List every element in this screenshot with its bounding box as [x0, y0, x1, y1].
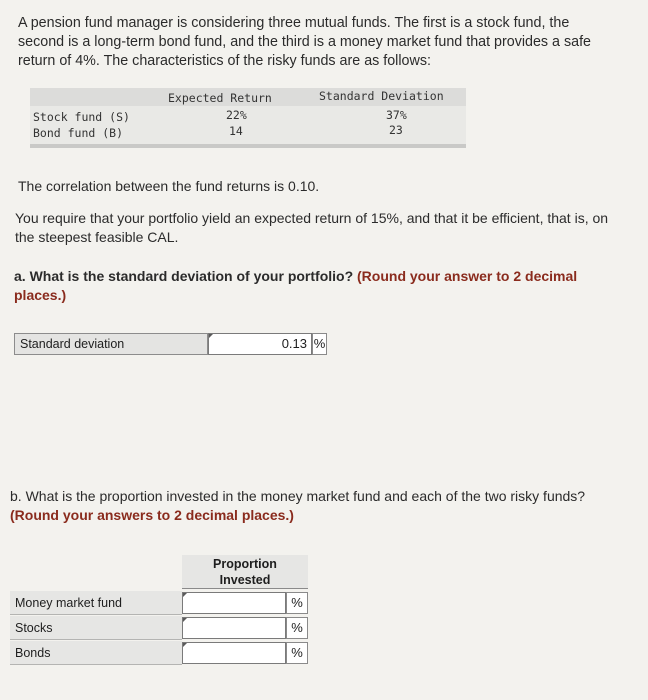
- col-header-expected-return: Expected Return: [168, 91, 272, 105]
- proportion-table: [10, 555, 308, 665]
- money-market-unit: %: [286, 592, 308, 614]
- question-b-round-note: (Round your answers to 2 decimal places.): [10, 507, 294, 523]
- requirement-text: You require that your portfolio yield an expected return of 15%, and that it be efficient, that is, on the steepest feasible CAL.: [15, 210, 609, 245]
- question-a: [14, 267, 629, 305]
- bonds-unit: %: [286, 642, 308, 664]
- proportion-invested-header: Proportion Invested: [182, 555, 308, 589]
- money-market-proportion-input[interactable]: [182, 592, 286, 614]
- correlation-text: The correlation between the fund returns is 0.10.: [18, 178, 320, 194]
- stock-expected-return: 22%: [226, 108, 247, 122]
- stocks-unit: %: [286, 617, 308, 639]
- question-b-text: b. What is the proportion invested in the money market fund and each of the two risky funds?: [10, 488, 586, 504]
- standard-deviation-label-cell: [14, 333, 208, 355]
- question-b: [10, 487, 635, 525]
- row-label-money-market: Money market fund: [10, 591, 182, 615]
- standard-deviation-unit: %: [312, 333, 327, 355]
- row-name-stock-fund: Stock fund (S): [33, 110, 130, 124]
- col-header-standard-deviation: Standard Deviation: [319, 89, 444, 103]
- stocks-proportion-input[interactable]: [182, 617, 286, 639]
- question-a-round-note: (Round your answer to 2 decimal places.): [14, 268, 578, 303]
- bonds-proportion-input[interactable]: [182, 642, 286, 664]
- row-label-bonds: Bonds: [10, 641, 182, 665]
- bond-std-dev: 23: [389, 123, 403, 137]
- stock-std-dev: 37%: [386, 108, 407, 122]
- standard-deviation-input[interactable]: 0.13: [208, 333, 312, 355]
- input-corner-marker: [209, 334, 213, 338]
- standard-deviation-label: Standard deviation: [20, 337, 125, 351]
- row-name-bond-fund: Bond fund (B): [33, 126, 124, 140]
- question-a-text: a. What is the standard deviation of your portfolio?: [14, 268, 358, 284]
- fund-characteristics-table: [30, 88, 466, 150]
- row-label-stocks: Stocks: [10, 616, 182, 640]
- problem-intro: A pension fund manager is considering three mutual funds. The first is a stock fund, the second is a long-term bond fund, and the third is a money market fund that provides a safe return of 4%. The characteristics of the risky funds are as follows:: [18, 15, 591, 69]
- bond-expected-return: 14: [229, 124, 243, 138]
